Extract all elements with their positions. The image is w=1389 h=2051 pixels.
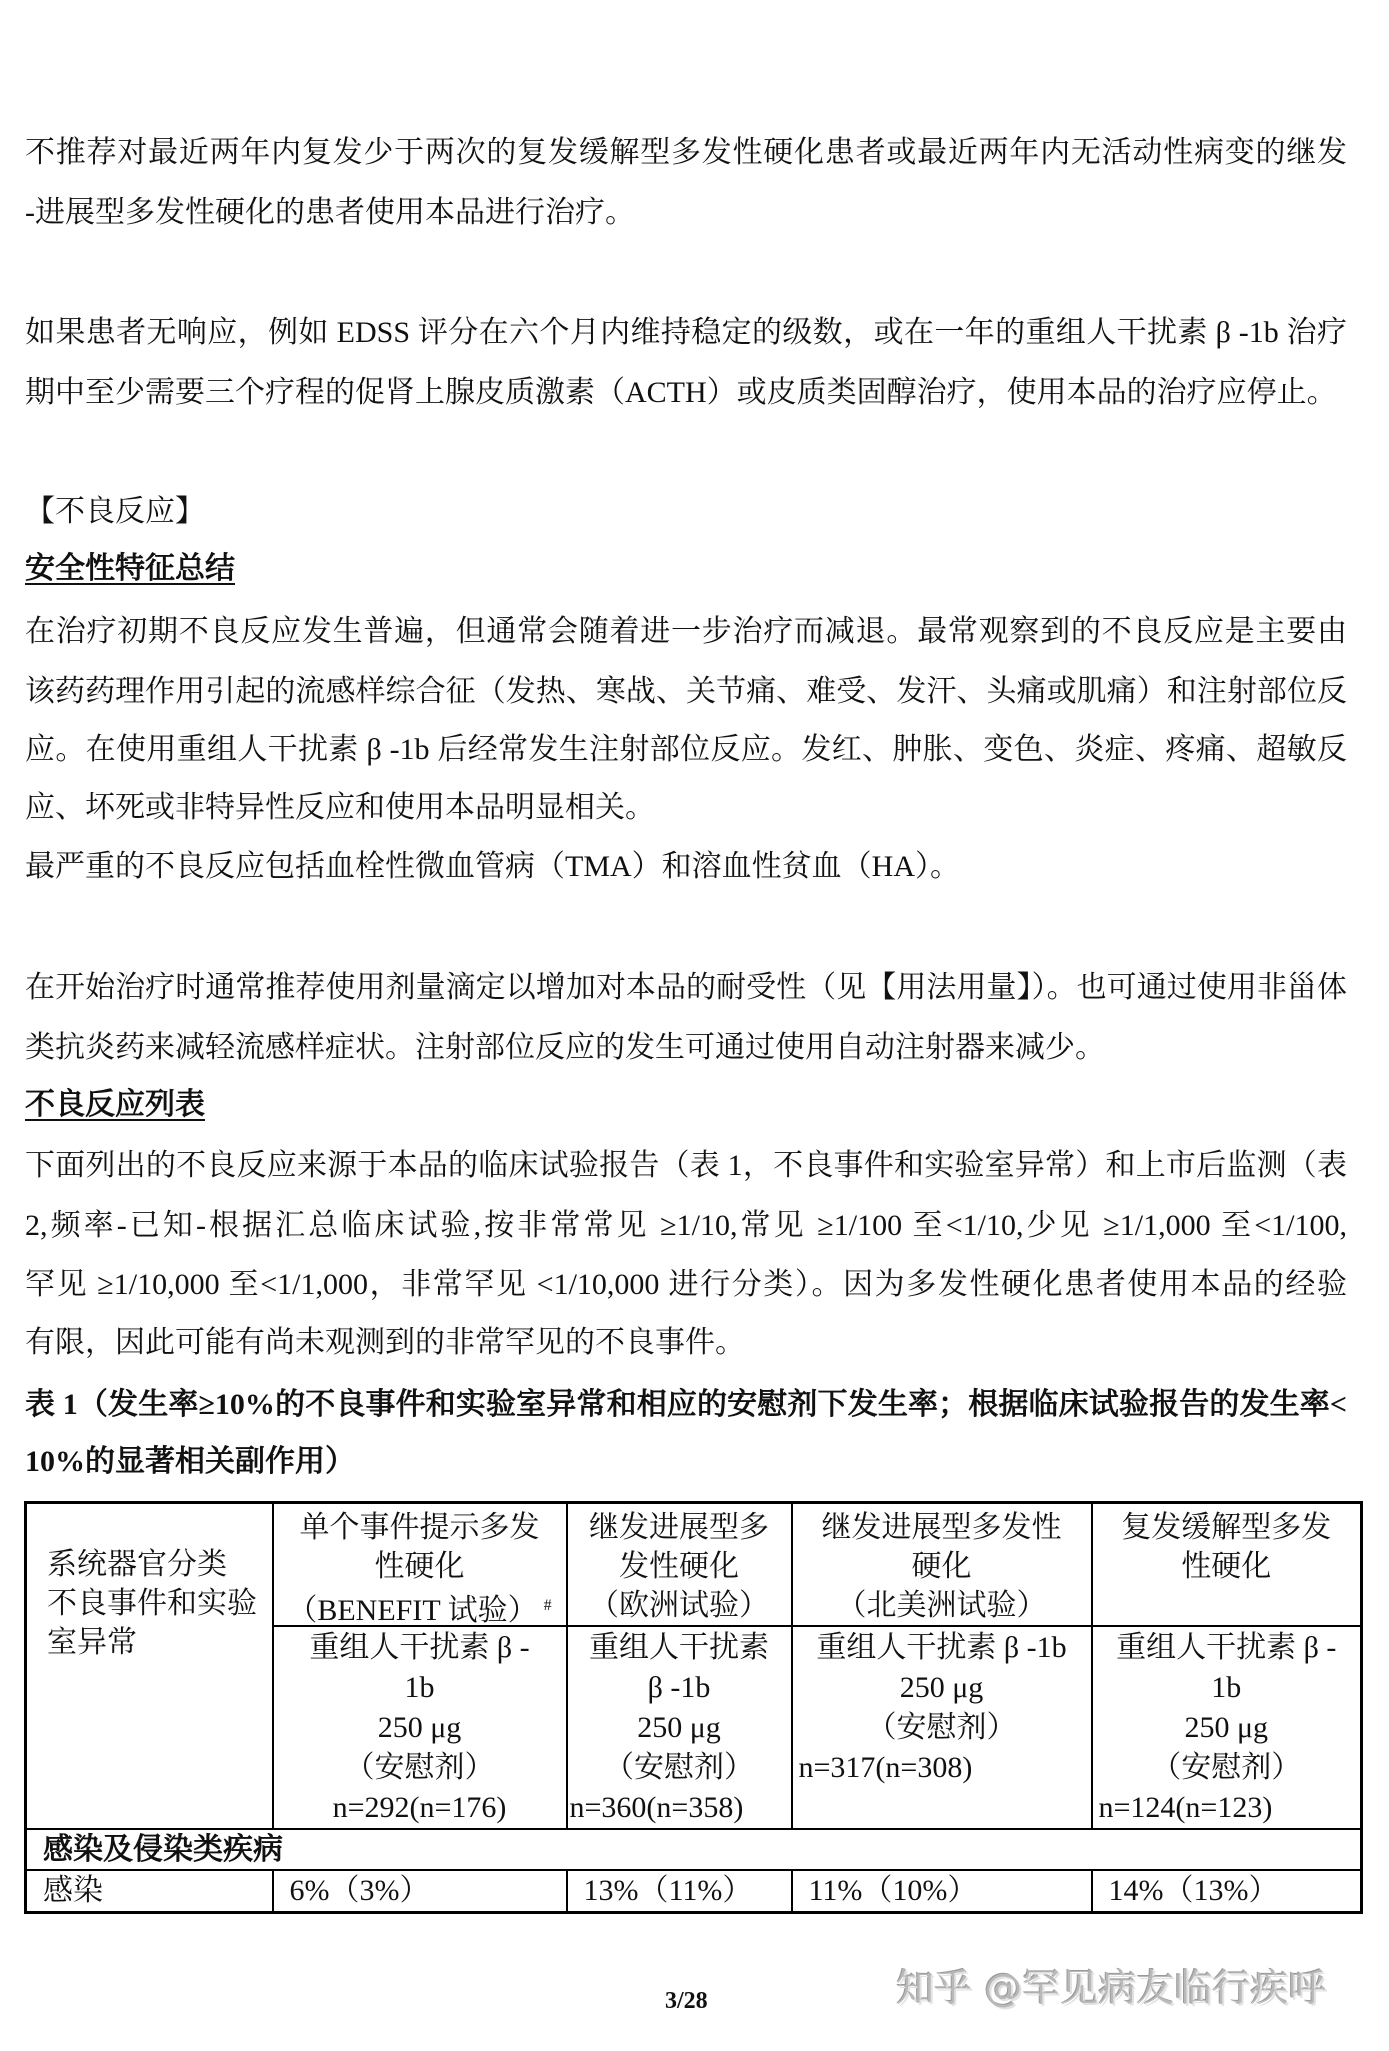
- treatment-line: 重组人干扰素 β -1b: [816, 1631, 1067, 1664]
- incidence-value: 14%（13%）: [1108, 1873, 1279, 1907]
- adverse-reactions-list-line: 有限，因此可能有尚未观测到的非常罕见的不良事件。: [25, 1326, 745, 1359]
- section-title-cell: [26, 1829, 1362, 1870]
- treatment-line: （安慰剂）: [1151, 1751, 1302, 1784]
- population-line: 复发缓解型多发: [1121, 1511, 1332, 1544]
- treatment-line: 重组人干扰素 β -: [1116, 1631, 1337, 1664]
- value-cell: [273, 1870, 567, 1912]
- discontinuation-note-line: 如果患者无响应，例如 EDSS 评分在六个月内维持稳定的级数，或在一年的重组人干扰素 β -1b 治疗: [25, 316, 1347, 349]
- population-line: （欧洲试验）: [589, 1589, 769, 1622]
- safety-summary-line: 在治疗初期不良反应发生普遍，但通常会随着进一步治疗而减退。最常观察到的不良反应是主要由: [25, 615, 1347, 648]
- event-name: 感染: [43, 1873, 103, 1907]
- adverse-reactions-list-heading: 不良反应列表: [25, 1088, 205, 1121]
- population-line: 继发进展型多: [589, 1511, 769, 1544]
- treatment-cell-benefit: [273, 1626, 567, 1829]
- serious-reactions-line: 最严重的不良反应包括血栓性微血管病（TMA）和溶血性贫血（HA）。: [25, 850, 960, 883]
- section-title: 感染及侵染类疾病: [43, 1832, 283, 1866]
- footnote-mark: #: [543, 1597, 552, 1614]
- incidence-value: 6%（3%）: [289, 1873, 430, 1907]
- treatment-line: （安慰剂）: [866, 1711, 1017, 1744]
- header-cell-benefit: [273, 1503, 567, 1627]
- safety-summary-heading: 安全性特征总结: [25, 552, 235, 585]
- header-label-line: 室异常: [47, 1626, 137, 1659]
- section-heading-adverse-reactions: 【不良反应】: [25, 495, 205, 528]
- treatment-line: 250 μg: [899, 1671, 984, 1704]
- treatment-line: 重组人干扰素: [589, 1631, 769, 1664]
- header-cell-soc: [26, 1503, 273, 1830]
- treatment-line: 1b: [1211, 1671, 1242, 1704]
- treatment-line: （安慰剂）: [344, 1751, 495, 1784]
- header-label-line: 系统器官分类: [47, 1548, 227, 1581]
- treatment-cell-north-american: [792, 1626, 1092, 1829]
- sample-size: n=124(n=123): [1098, 1791, 1273, 1824]
- tolerability-note-line: 在开始治疗时通常推荐使用剂量滴定以增加对本品的耐受性（见【用法用量】）。也可通过使用非甾体: [25, 971, 1347, 1004]
- header-cell-rrms: [1092, 1503, 1362, 1627]
- population-line: 发性硬化: [619, 1550, 739, 1583]
- treatment-line: β -1b: [647, 1671, 711, 1704]
- adverse-reactions-list-line: 下面列出的不良反应来源于本品的临床试验报告（表 1，不良事件和实验室异常）和上市后监测（表: [25, 1149, 1347, 1182]
- population-line: 继发进展型多发性: [821, 1511, 1062, 1544]
- header-cell-european: [567, 1503, 792, 1627]
- treatment-cell-rrms: [1092, 1626, 1362, 1829]
- safety-summary-line: 应、坏死或非特异性反应和使用本品明显相关。: [25, 791, 655, 824]
- value-cell: [1092, 1870, 1362, 1912]
- trial-name: （BENEFIT 试验）: [287, 1594, 538, 1626]
- value-cell: [792, 1870, 1092, 1912]
- header-label-line: 不良事件和实验: [47, 1587, 257, 1620]
- value-cell: [567, 1870, 792, 1912]
- treatment-line: 1b: [404, 1671, 435, 1704]
- discontinuation-note-line: 期中至少需要三个疗程的促肾上腺皮质激素（ACTH）或皮质类固醇治疗，使用本品的治疗应停止。: [25, 376, 1337, 409]
- adverse-events-table: [24, 1501, 1363, 1914]
- sample-size: n=317(n=308): [798, 1751, 973, 1784]
- treatment-cell-european: [567, 1626, 792, 1829]
- adverse-reactions-list-line: 罕见 ≥1/10,000 至<1/1,000，非常罕见 <1/10,000 进行分类）。因为多发性硬化患者使用本品的经验: [25, 1268, 1347, 1301]
- population-line: 性硬化: [1181, 1550, 1272, 1583]
- safety-summary-line: 该药药理作用引起的流感样综合征（发热、寒战、关节痛、难受、发汗、头痛或肌痛）和注射部位反: [25, 675, 1347, 708]
- treatment-line: 250 μg: [1184, 1711, 1269, 1744]
- adverse-reactions-list-line: 2,频率-已知-根据汇总临床试验,按非常常见 ≥1/10,常见 ≥1/100 至<1/10,少见 ≥1/1,000 至<1/100,: [25, 1209, 1347, 1242]
- indication-note-line: 不推荐对最近两年内复发少于两次的复发缓解型多发性硬化患者或最近两年内无活动性病变的继发: [25, 136, 1347, 169]
- table-section-row: [26, 1829, 1362, 1870]
- population-line: 硬化: [911, 1550, 972, 1583]
- sample-size: n=292(n=176): [332, 1791, 507, 1824]
- table-caption-line: 10%的显著相关副作用）: [25, 1445, 355, 1478]
- table-row: [26, 1870, 1362, 1912]
- tolerability-note-line: 类抗炎药来减轻流感样症状。注射部位反应的发生可通过使用自动注射器来减少。: [25, 1031, 1105, 1064]
- table-caption-line: 表 1（发生率≥10%的不良事件和实验室异常和相应的安慰剂下发生率；根据临床试验报告的发生率<: [25, 1388, 1347, 1421]
- population-line: （北美洲试验）: [836, 1589, 1047, 1622]
- incidence-value: 13%（11%）: [583, 1873, 753, 1907]
- population-line: 性硬化: [374, 1550, 465, 1583]
- page-number: 3/28: [665, 1988, 708, 2014]
- treatment-line: （安慰剂）: [604, 1751, 754, 1784]
- watermark: 知乎 @罕见病友临行疾呼: [896, 1966, 1327, 2010]
- sample-size: n=360(n=358): [569, 1791, 744, 1824]
- treatment-line: 250 μg: [377, 1711, 462, 1744]
- incidence-value: 11%（10%）: [808, 1873, 978, 1907]
- population-line: 单个事件提示多发: [299, 1511, 540, 1544]
- indication-note-line: -进展型多发性硬化的患者使用本品进行治疗。: [25, 196, 635, 229]
- safety-summary-line: 应。在使用重组人干扰素 β -1b 后经常发生注射部位反应。发红、肿胀、变色、炎症、疼痛、超敏反: [25, 733, 1347, 766]
- table-header-row-population: [26, 1503, 1362, 1627]
- treatment-line: 250 μg: [637, 1711, 721, 1744]
- header-cell-north-american: [792, 1503, 1092, 1627]
- population-line: [274, 1586, 566, 1625]
- treatment-line: 重组人干扰素 β -: [309, 1631, 530, 1664]
- event-cell: [26, 1870, 273, 1912]
